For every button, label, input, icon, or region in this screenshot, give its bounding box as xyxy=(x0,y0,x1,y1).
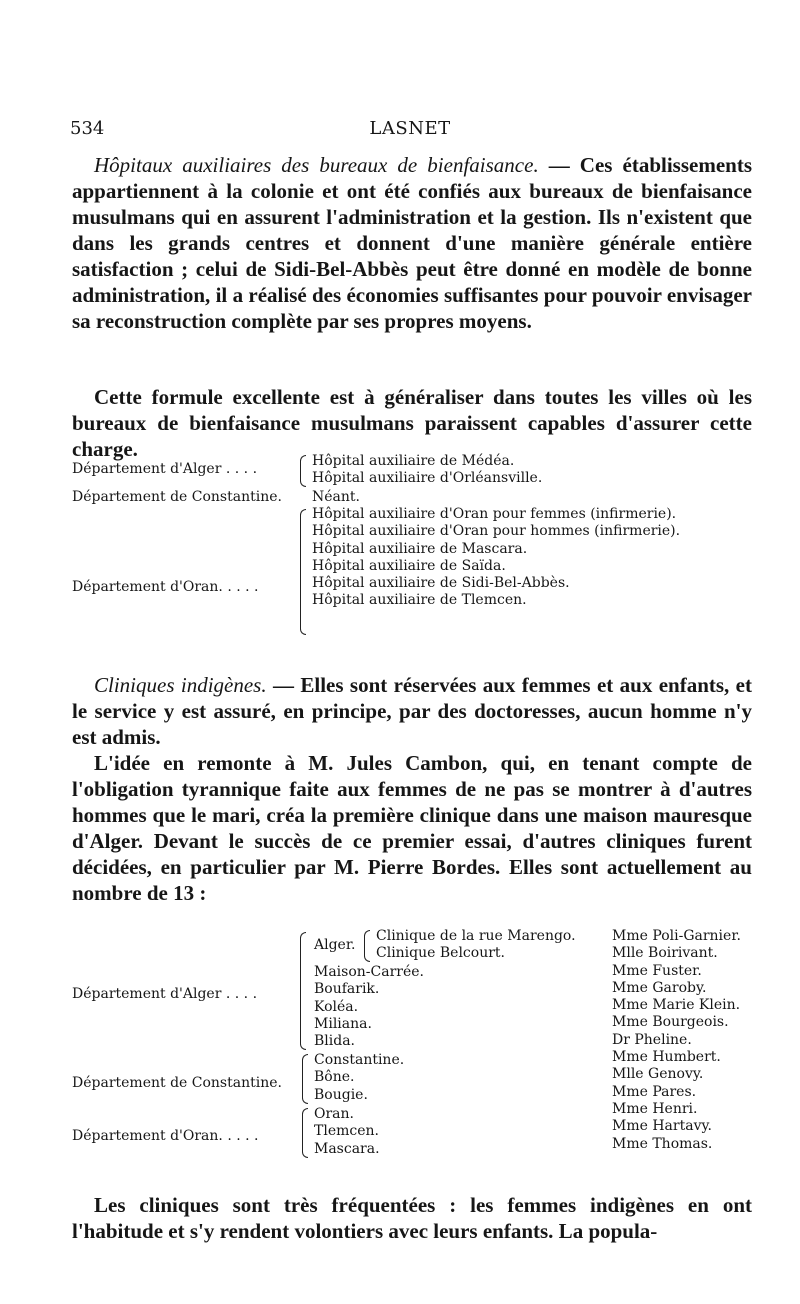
list-item: Bougie. xyxy=(314,1086,368,1103)
doctor-name: Mme Bourgeois. xyxy=(612,1014,729,1031)
section-heading-hospitals: Hôpitaux auxiliaires des bureaux de bienfaisance. xyxy=(94,153,539,177)
hospitals-text: — Ces établissements appartiennent à la colonie et ont été confiés aux bureaux de bienfaisance musulmans qui en assurent l'administration et la gestion. Ils n'existent que dans les grands centres et donnent d'une manière générale entière satisfaction ; celui de Sidi-Bel-Abbès peut être donné en modèle de bonne administration, il a réalisé des économies suffisantes pour pouvoir envisager sa reconstruction complète par ses propres moyens. xyxy=(72,153,753,333)
doctor-name: Mme Poli-Garnier. xyxy=(612,928,741,944)
list-item: Néant. xyxy=(312,489,360,505)
list-item: Maison-Carrée. xyxy=(314,964,424,980)
page-header xyxy=(70,118,750,142)
list-item: Hôpital auxiliaire d'Oran pour femmes (infirmerie). xyxy=(312,506,677,522)
list-item: Bône. xyxy=(314,1069,355,1086)
list-item: Koléa. xyxy=(314,998,359,1015)
doctor-name: Dr Pheline. xyxy=(612,1031,692,1048)
oran-clinic-list xyxy=(314,1106,380,1158)
list-item: Clinique Belcourt. xyxy=(376,945,505,962)
list-item: Tlemcen. xyxy=(314,1123,379,1140)
hospitals-paragraph xyxy=(72,152,752,334)
list-item: Hôpital auxiliaire de Médéa. xyxy=(312,453,515,469)
clinic-oran-label: Département d'Oran. . . . . xyxy=(72,1128,259,1144)
brace xyxy=(364,930,370,962)
doctor-name: Mme Hartavy. xyxy=(612,1118,712,1135)
doctor-name: Mme Garoby. xyxy=(612,979,707,996)
hosp-alger-label: Département d'Alger . . . . xyxy=(72,461,258,477)
list-item: Miliana. xyxy=(314,1015,372,1032)
constantine-clinic-list xyxy=(314,1052,404,1104)
brace xyxy=(300,932,306,1050)
brace xyxy=(300,509,306,635)
list-item: Oran. xyxy=(314,1106,354,1122)
hosp-alger-list xyxy=(312,453,542,488)
list-item: Blida. xyxy=(314,1033,356,1050)
hosp-oran-list xyxy=(312,506,680,610)
hospitals-table xyxy=(72,453,752,643)
clinic-alger-label: Département d'Alger . . . . xyxy=(72,986,258,1002)
list-item: Clinique de la rue Marengo. xyxy=(376,928,576,944)
brace xyxy=(302,1054,308,1104)
doctor-name: Mme Henri. xyxy=(612,1100,698,1117)
list-item: Mascara. xyxy=(314,1140,380,1157)
doctor-name: Mlle Boirivant. xyxy=(612,945,718,962)
alger-clinic-list xyxy=(314,964,424,1050)
brace xyxy=(302,1108,308,1158)
hosp-constantine-value xyxy=(312,489,360,506)
section-heading-clinics: Cliniques indigènes. xyxy=(94,673,267,697)
doctor-name: Mme Marie Klein. xyxy=(612,997,741,1014)
running-head: LASNET xyxy=(369,118,451,139)
hosp-constantine-label: Département de Constantine. xyxy=(72,489,282,505)
doctor-name: Mme Humbert. xyxy=(612,1049,721,1066)
list-item: Hôpital auxiliaire d'Oran pour hommes (infirmerie). xyxy=(312,523,681,540)
doctor-name: Mme Fuster. xyxy=(612,962,702,979)
clinic-constantine-label: Département de Constantine. xyxy=(72,1075,282,1091)
doctors-list xyxy=(612,928,741,1153)
clinics-table xyxy=(72,928,752,1168)
list-item: Boufarik. xyxy=(314,981,380,998)
clinics-text: — Elles sont réservées aux femmes et aux enfants, et le service y est assuré, en principe, par des doctoresses, aucun homme n'y est admis. xyxy=(72,673,752,749)
closing-paragraph: Les cliniques sont très fréquentées : les femmes indigènes en ont l'habitude et s'y rendent volontiers avec leurs enfants. La popula- xyxy=(72,1193,752,1243)
list-item: Hôpital auxiliaire de Saïda. xyxy=(312,557,506,574)
list-item: Hôpital auxiliaire d'Orléansville. xyxy=(312,470,543,487)
list-item: Constantine. xyxy=(314,1052,405,1068)
cambon-paragraph: L'idée en remonte à M. Jules Cambon, qui, en tenant compte de l'obligation tyrannique faite aux femmes de ne pas se montrer à d'autres hommes que le mari, créa la première clinique dans une maison mauresque d'Alger. Devant le succès de ce premier essai, d'autres cliniques furent décidées, en particulier par M. Pierre Bordes. Elles sont actuellement au nombre de 13 : xyxy=(72,751,752,905)
clinics-paragraph xyxy=(72,672,752,750)
alger-sub-list xyxy=(376,928,576,963)
doctor-name: Mlle Genovy. xyxy=(612,1066,704,1083)
formula-paragraph: Cette formule excellente est à généraliser dans toutes les villes où les bureaux de bienfaisance musulmans paraissent capables d'assurer cette charge. xyxy=(72,385,752,461)
alger-city-group: Alger. xyxy=(314,937,356,953)
doctor-name: Mme Pares. xyxy=(612,1083,697,1100)
brace xyxy=(300,455,306,487)
list-item: Hôpital auxiliaire de Mascara. xyxy=(312,540,528,557)
doctor-name: Mme Thomas. xyxy=(612,1135,713,1152)
hosp-oran-label: Département d'Oran. . . . . xyxy=(72,579,259,595)
list-item: Hôpital auxiliaire de Sidi-Bel-Abbès. xyxy=(312,575,570,592)
page-number: 534 xyxy=(70,118,105,139)
list-item: Hôpital auxiliaire de Tlemcen. xyxy=(312,592,527,609)
